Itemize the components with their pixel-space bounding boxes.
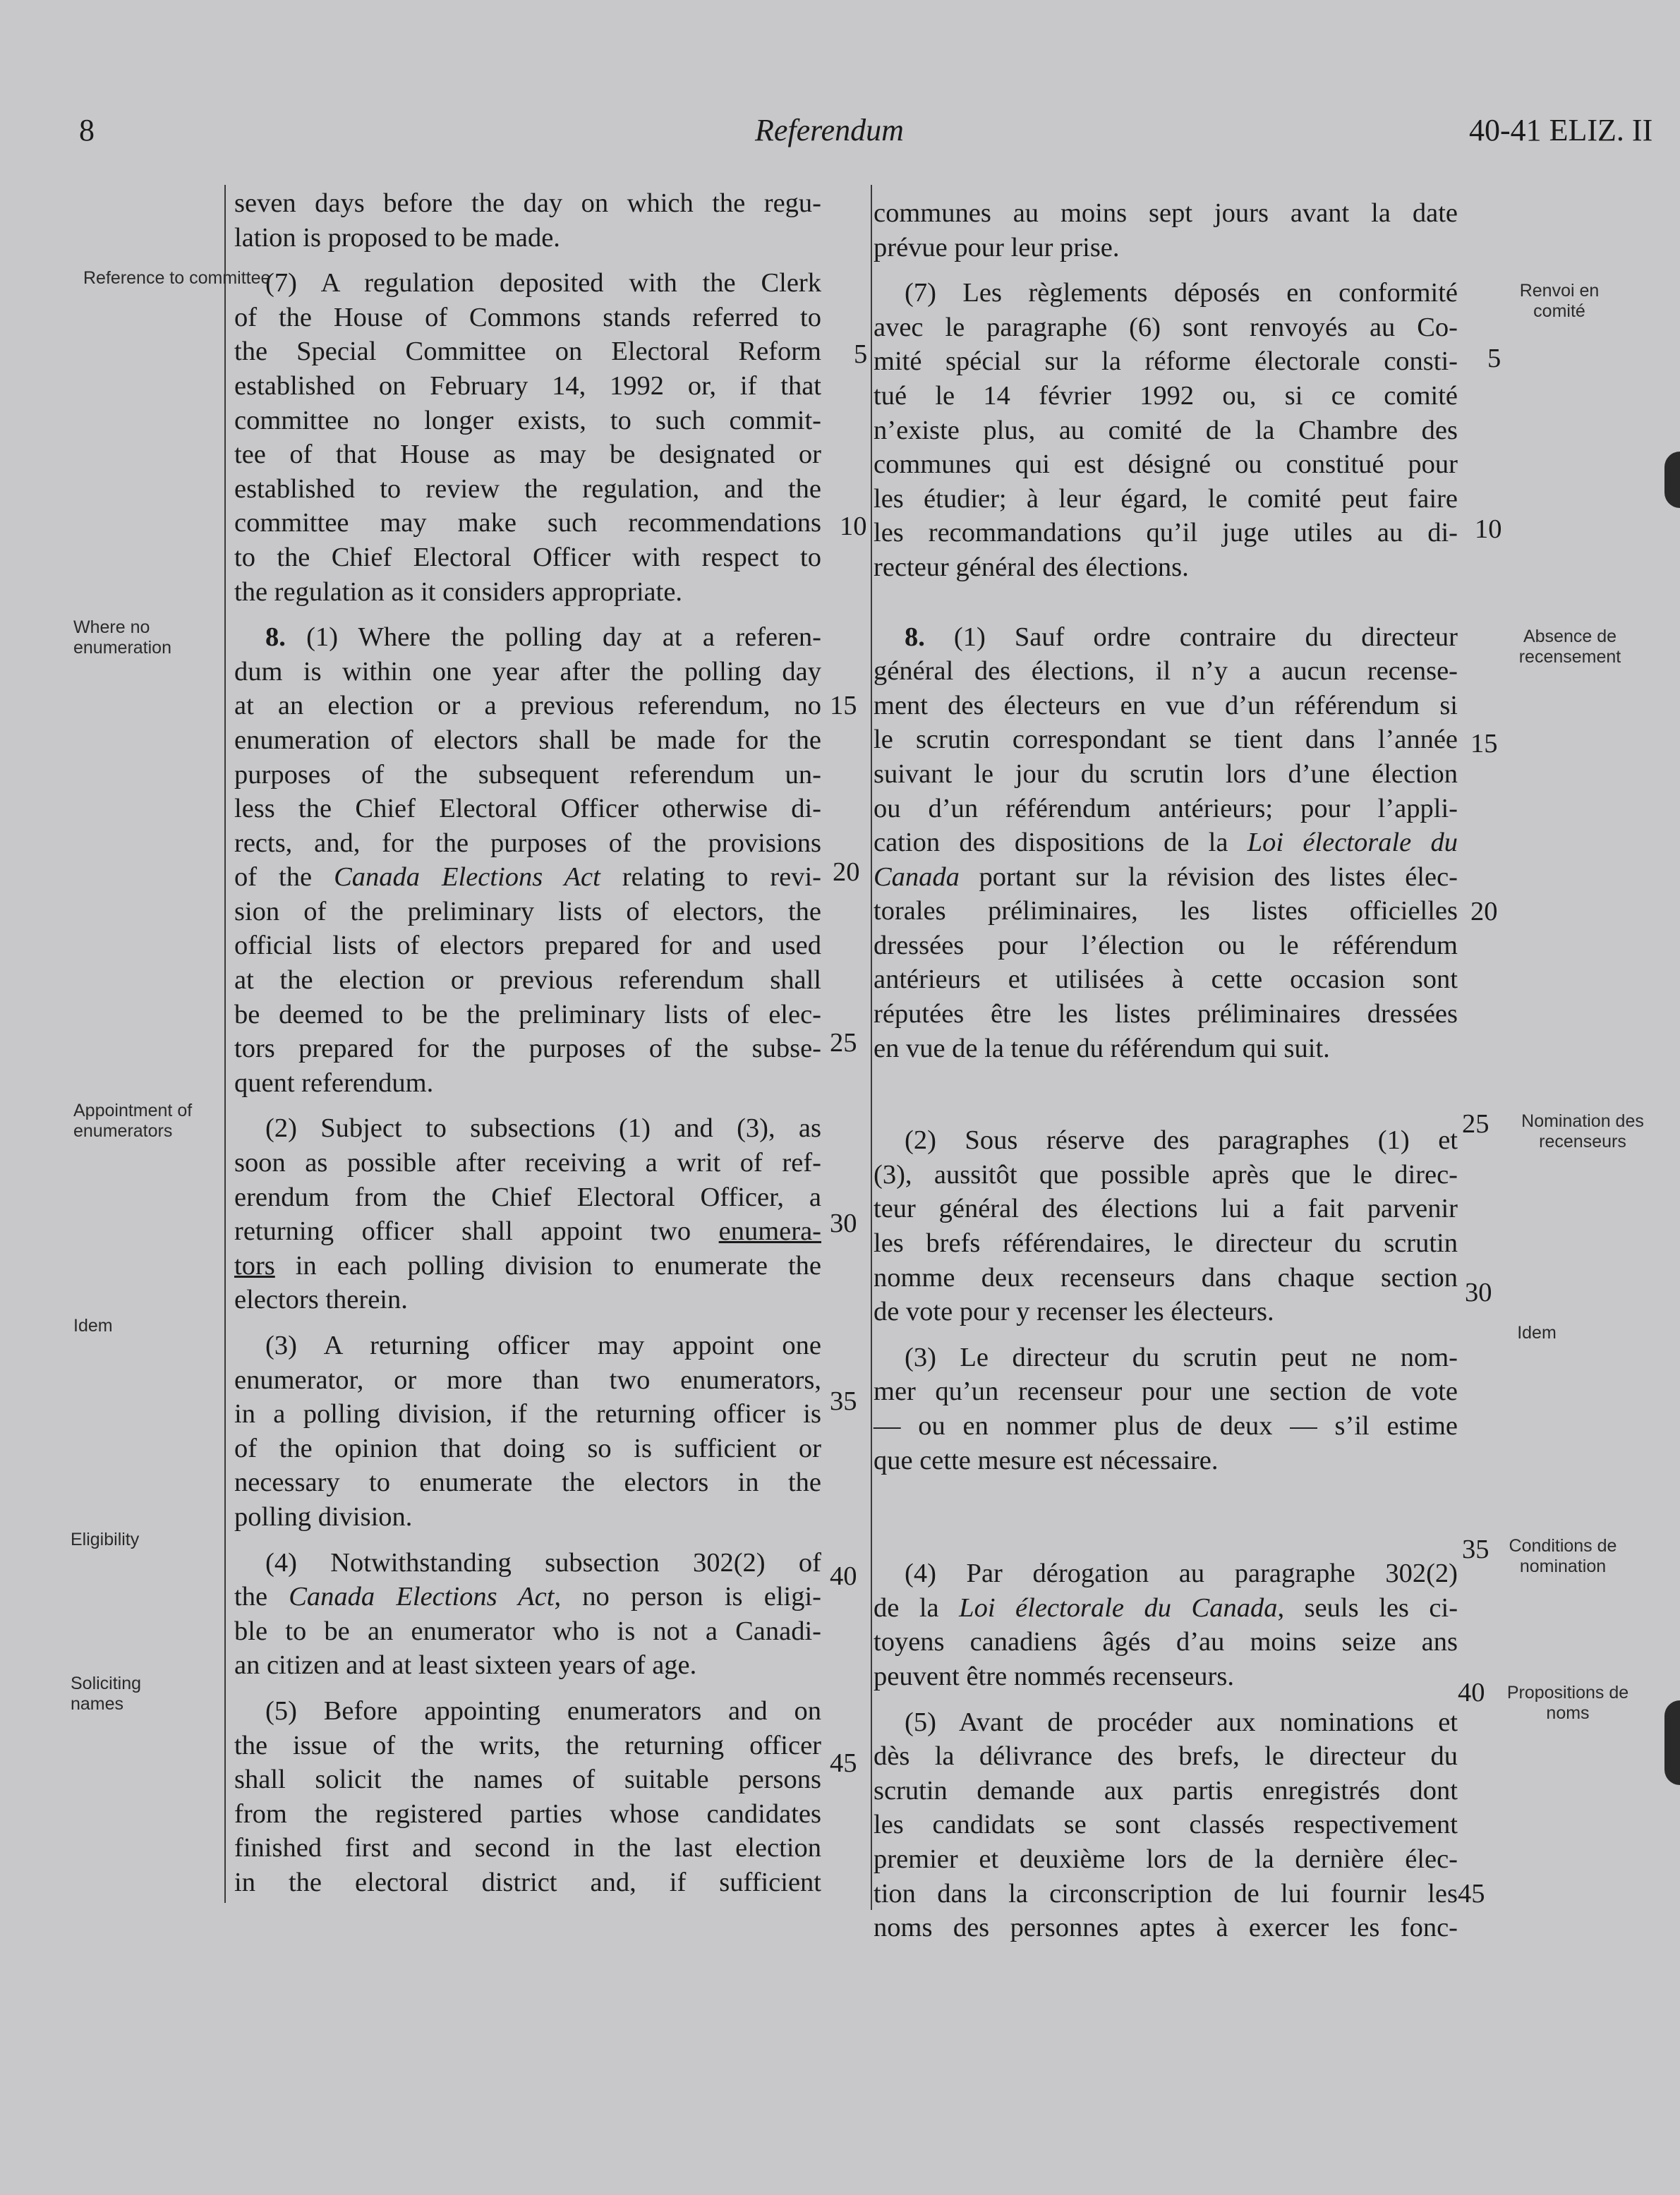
section-number: 8. xyxy=(905,622,925,652)
text-line xyxy=(234,1580,821,1614)
text-line: réputées être les listes préliminaires dressées xyxy=(874,999,1458,1029)
text-line: ou d’un référendum antérieurs; pour l’appli- xyxy=(874,793,1458,823)
text-span: (1) Where the polling day at a referen- xyxy=(285,622,821,653)
text-line: at an election or a previous referendum, no xyxy=(234,691,821,721)
text-line xyxy=(874,620,1458,655)
underlined-term: enumera- xyxy=(718,1216,821,1247)
text-line: tors prepared for the purposes of the subse- xyxy=(234,1034,821,1064)
text-line: of the House of Commons stands referred to xyxy=(234,302,821,332)
text-line xyxy=(234,860,821,895)
act-title: Canada Elections Act xyxy=(289,1582,555,1612)
text-line: noms des personnes aptes à exercer les fonc- xyxy=(874,1913,1458,1943)
line-number: 35 xyxy=(1462,1535,1489,1564)
text-line: enumeration of electors shall be made for the xyxy=(234,725,821,755)
text-line xyxy=(874,1591,1458,1626)
text-line: necessary to enumerate the electors in the xyxy=(234,1468,821,1498)
text-line: ble to be an enumerator who is not a Canadi- xyxy=(234,1616,821,1646)
text-line: quent referendum. xyxy=(234,1068,434,1098)
line-number: 45 xyxy=(830,1748,857,1778)
text-line: finished first and second in the last election xyxy=(234,1833,821,1863)
text-span: (1) Sauf ordre contraire du directeur xyxy=(924,622,1458,652)
text-line: official lists of electors prepared for and used xyxy=(234,931,821,961)
text-line: général des élections, il n’y a aucun recense- xyxy=(874,656,1458,687)
text-line: les étudier; à leur égard, le comité peut faire xyxy=(874,483,1458,514)
text-line: less the Chief Electoral Officer otherwise di- xyxy=(234,794,821,824)
line-number: 5 xyxy=(854,339,868,369)
text-line: tee of that House as may be designated or xyxy=(234,440,821,470)
text-line xyxy=(874,860,1458,895)
text-line: seven days before the day on which the regu- xyxy=(234,188,821,218)
text-line: of the opinion that doing so is sufficient or xyxy=(234,1433,821,1463)
text-line xyxy=(234,1214,821,1249)
text-line: que cette mesure est nécessaire. xyxy=(874,1445,1219,1475)
text-line: soon as possible after receiving a writ of ref- xyxy=(234,1148,821,1178)
section-number: 8. xyxy=(265,622,286,653)
text-span: in each polling division to enumerate the xyxy=(274,1250,821,1281)
text-line xyxy=(234,620,821,655)
text-line: communes qui est désigné ou constitué pour xyxy=(874,449,1458,480)
text-span: , no person is eligi- xyxy=(554,1582,821,1612)
margin-note-eligibility: Eligibility xyxy=(71,1530,140,1549)
margin-note-where-no-enumeration: Where no enumeration xyxy=(73,617,171,658)
line-number: 15 xyxy=(830,691,857,720)
line-number: 30 xyxy=(1465,1278,1492,1307)
text-span: de la xyxy=(874,1592,960,1623)
margin-note-renvoi: Renvoi en comité xyxy=(1519,281,1600,321)
underlined-term: tors xyxy=(234,1250,275,1281)
text-line: the issue of the writs, the returning officer xyxy=(234,1730,821,1760)
line-number: 15 xyxy=(1470,729,1498,758)
english-column-rule xyxy=(224,185,226,1903)
text-line: nomme deux recenseurs dans chaque section xyxy=(874,1262,1458,1293)
text-line: communes au moins sept jours avant la date xyxy=(874,198,1458,228)
text-line: established to review the regulation, and the xyxy=(234,473,821,504)
text-line: (2) Subject to subsections (1) and (3), as xyxy=(265,1113,821,1144)
text-line: from the registered parties whose candidates xyxy=(234,1798,821,1829)
text-span: the xyxy=(234,1582,289,1612)
text-line: avec le paragraphe (6) sont renvoyés au Co- xyxy=(874,312,1458,342)
line-number: 10 xyxy=(840,512,867,541)
text-line: in a polling division, if the returning officer is xyxy=(234,1399,821,1429)
margin-note-reference: Reference to committee xyxy=(83,268,271,288)
text-line: suivant le jour du scrutin lors d’une élection xyxy=(874,758,1458,789)
page-number: 8 xyxy=(79,113,95,147)
act-title: Loi électorale du xyxy=(1247,828,1458,858)
text-line: dressées pour l’élection ou le référendum xyxy=(874,930,1458,960)
french-column xyxy=(874,196,1458,1945)
text-line: electors therein. xyxy=(234,1285,408,1315)
line-number: 10 xyxy=(1475,514,1502,544)
text-line: the regulation as it considers appropriate. xyxy=(234,576,683,607)
line-number: 40 xyxy=(1458,1678,1485,1707)
margin-note-nomination: Nomination des recenseurs xyxy=(1521,1111,1644,1151)
text-line: prévue pour leur prise. xyxy=(874,232,1120,262)
french-column-rule xyxy=(871,185,872,1910)
margin-note-conditions: Conditions de nomination xyxy=(1509,1536,1617,1576)
text-line: n’existe plus, au comité de la Chambre des xyxy=(874,415,1458,445)
text-span: relating to revi- xyxy=(600,862,821,893)
text-span: of the xyxy=(234,862,334,893)
text-line: lation is proposed to be made. xyxy=(234,222,560,253)
text-line: scrutin demande aux partis enregistrés dont xyxy=(874,1775,1458,1806)
text-line: (4) Par dérogation au paragraphe 302(2) xyxy=(905,1559,1458,1589)
text-line xyxy=(234,1249,821,1283)
text-line: committee no longer exists, to such commit- xyxy=(234,405,821,435)
text-line: ment des électeurs en vue d’un référendum si xyxy=(874,690,1458,720)
text-span: portant sur la révision des listes élec- xyxy=(959,861,1458,892)
binder-hole-mark xyxy=(1664,1700,1680,1785)
text-line: teur général des élections lui a fait parvenir xyxy=(874,1194,1458,1224)
text-line: the Special Committee on Electoral Reform xyxy=(234,337,821,367)
text-line: (2) Sous réserve des paragraphes (1) et xyxy=(905,1125,1458,1156)
running-title: Referendum xyxy=(755,113,904,147)
text-line: de vote pour y recenser les électeurs. xyxy=(874,1297,1274,1327)
text-line: enumerator, or more than two enumerators, xyxy=(234,1365,821,1395)
binder-hole-mark xyxy=(1664,452,1680,508)
text-span: cation des dispositions de la xyxy=(874,828,1247,858)
text-line: in the electoral district and, if sufficient xyxy=(234,1867,821,1897)
text-line: les brefs référendaires, le directeur du scrutin xyxy=(874,1228,1458,1259)
text-line: toyens canadiens âgés d’au moins seize ans xyxy=(874,1627,1458,1657)
text-line: be deemed to be the preliminary lists of elec- xyxy=(234,999,821,1029)
text-line: rects, and, for the purposes of the provisions xyxy=(234,828,821,858)
text-line: committee may make such recommendations xyxy=(234,508,821,538)
text-line: tué le 14 février 1992 ou, si ce comité xyxy=(874,380,1458,411)
line-number: 20 xyxy=(833,857,860,887)
text-line: les recommandations qu’il juge utiles au di- xyxy=(874,518,1458,548)
line-number: 25 xyxy=(830,1028,857,1058)
text-line: (7) A regulation deposited with the Clerk xyxy=(265,268,821,298)
act-title: Canada xyxy=(874,861,960,892)
text-line: (3) Le directeur du scrutin peut ne nom- xyxy=(905,1342,1458,1372)
text-line: dum is within one year after the polling day xyxy=(234,656,821,687)
text-line: an citizen and at least sixteen years of age. xyxy=(234,1650,697,1681)
text-line: mité spécial sur la réforme électorale consti- xyxy=(874,346,1458,377)
text-line: at the election or previous referendum shall xyxy=(234,965,821,996)
text-line: shall solicit the names of suitable persons xyxy=(234,1765,821,1795)
text-line: mer qu’un recenseur pour une section de vote xyxy=(874,1377,1458,1407)
line-number: 30 xyxy=(830,1209,857,1238)
text-line: tion dans la circonscription de lui fournir les xyxy=(874,1878,1458,1909)
regnal-year: 40-41 ELIZ. II xyxy=(1469,113,1653,147)
text-line: (4) Notwithstanding subsection 302(2) of xyxy=(265,1547,821,1578)
text-line: purposes of the subsequent referendum un- xyxy=(234,759,821,790)
text-line: sion of the preliminary lists of electors, the xyxy=(234,896,821,926)
text-line: (3) A returning officer may appoint one xyxy=(265,1331,821,1360)
text-line: — ou en nommer plus de deux — s’il estime xyxy=(874,1411,1458,1441)
text-line: antérieurs et utilisées à cette occasion sont xyxy=(874,965,1458,995)
margin-note-idem-fr: Idem xyxy=(1517,1323,1557,1343)
line-number: 25 xyxy=(1462,1109,1489,1139)
text-line: established on February 14, 1992 or, if that xyxy=(234,370,821,401)
line-number: 5 xyxy=(1487,344,1501,373)
line-number: 40 xyxy=(830,1561,857,1591)
text-line: erendum from the Chief Electoral Officer, a xyxy=(234,1182,821,1212)
text-span: returning officer shall appoint two xyxy=(234,1216,719,1247)
line-number: 35 xyxy=(830,1386,857,1416)
margin-note-absence: Absence de recensement xyxy=(1518,627,1621,667)
text-line: (5) Before appointing enumerators and on xyxy=(265,1695,821,1726)
text-line: en vue de la tenue du référendum qui suit. xyxy=(874,1033,1330,1063)
act-title: Loi électorale du Canada xyxy=(959,1592,1278,1623)
text-line: polling division. xyxy=(234,1501,413,1532)
text-line: (5) Avant de procéder aux nominations et xyxy=(905,1707,1458,1737)
text-span: , seuls les ci- xyxy=(1277,1592,1458,1623)
line-number: 20 xyxy=(1470,897,1498,926)
margin-note-appointment: Appointment of enumerators xyxy=(73,1101,193,1141)
margin-note-idem-en: Idem xyxy=(73,1316,113,1336)
text-line: dès la délivrance des brefs, le directeur du xyxy=(874,1741,1458,1772)
english-column xyxy=(234,186,821,1900)
margin-note-soliciting: Soliciting names xyxy=(71,1674,142,1714)
text-line xyxy=(874,826,1458,860)
text-line: les candidats se sont classés respectivement xyxy=(874,1810,1458,1840)
act-title: Canada Elections Act xyxy=(334,862,600,893)
text-line: to the Chief Electoral Officer with respect to xyxy=(234,542,821,572)
line-number: 45 xyxy=(1458,1879,1485,1909)
margin-note-propositions: Propositions de noms xyxy=(1506,1683,1629,1723)
text-line: torales préliminaires, les listes officielles xyxy=(874,896,1458,926)
text-line: le scrutin correspondant se tient dans l’année xyxy=(874,725,1458,755)
text-line: peuvent être nommés recenseurs. xyxy=(874,1661,1234,1691)
text-line: (3), aussitôt que possible après que le direc- xyxy=(874,1159,1458,1190)
text-line: premier et deuxième lors de la dernière élec- xyxy=(874,1844,1458,1874)
text-line: recteur général des élections. xyxy=(874,552,1189,582)
text-line: (7) Les règlements déposés en conformité xyxy=(905,278,1458,308)
